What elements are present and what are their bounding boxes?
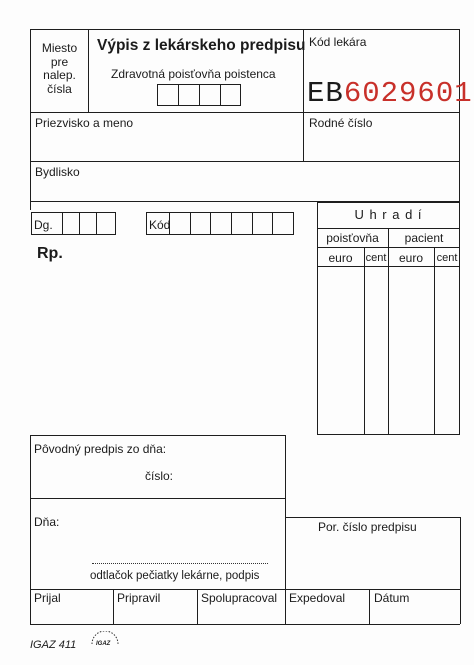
code-label: Kód	[149, 218, 171, 232]
insurer-euro-header: euro	[328, 251, 353, 265]
date-label: Dňa:	[34, 515, 60, 529]
patient-euro-header: euro	[398, 251, 424, 265]
name-label: Priezvisko a meno	[35, 116, 134, 130]
patient-cent-header: cent	[436, 252, 458, 264]
serial-number	[307, 79, 473, 109]
insurer-column-header: poisťovňa	[326, 231, 379, 245]
birth-number-label: Rodné číslo	[309, 116, 373, 130]
igaz-logo	[89, 631, 121, 653]
form-title: Výpis z lekárskeho predpisu	[97, 37, 306, 54]
insurer-code-boxes[interactable]	[157, 84, 241, 106]
serial-prefix: EB	[307, 77, 344, 110]
serial-digits: 6029601	[343, 77, 473, 110]
stamp-label: odtlačok pečiatky lekárne, podpis	[90, 570, 260, 582]
patient-column-header: pacient	[404, 231, 444, 245]
place-label: Miesto pre nalep. čísla	[41, 41, 78, 96]
address-label: Bydlisko	[35, 165, 80, 179]
form-id: IGAZ 411	[30, 639, 77, 651]
prepared-by-label: Pripravil	[117, 591, 161, 605]
serial-label: Por. číslo predpisu	[318, 520, 417, 534]
insurer-label: Zdravotná poisťovňa poistenca	[111, 67, 276, 81]
diagnosis-label: Dg.	[34, 218, 53, 232]
rp-label: Rp.	[37, 245, 63, 262]
original-date-label: Pôvodný predpis zo dňa:	[34, 442, 167, 456]
received-by-label: Prijal	[34, 591, 61, 605]
doctor-code-label: Kód lekára	[309, 35, 367, 49]
insurer-cent-header: cent	[365, 252, 387, 264]
date-column-label: Dátum	[374, 591, 410, 605]
logo-text: IGAZ	[96, 641, 111, 647]
original-number-label: číslo:	[145, 469, 174, 483]
dispatched-label: Expedoval	[289, 591, 346, 605]
payment-title: U h r a d í	[354, 207, 423, 222]
cooperated-label: Spolupracoval	[201, 591, 278, 605]
